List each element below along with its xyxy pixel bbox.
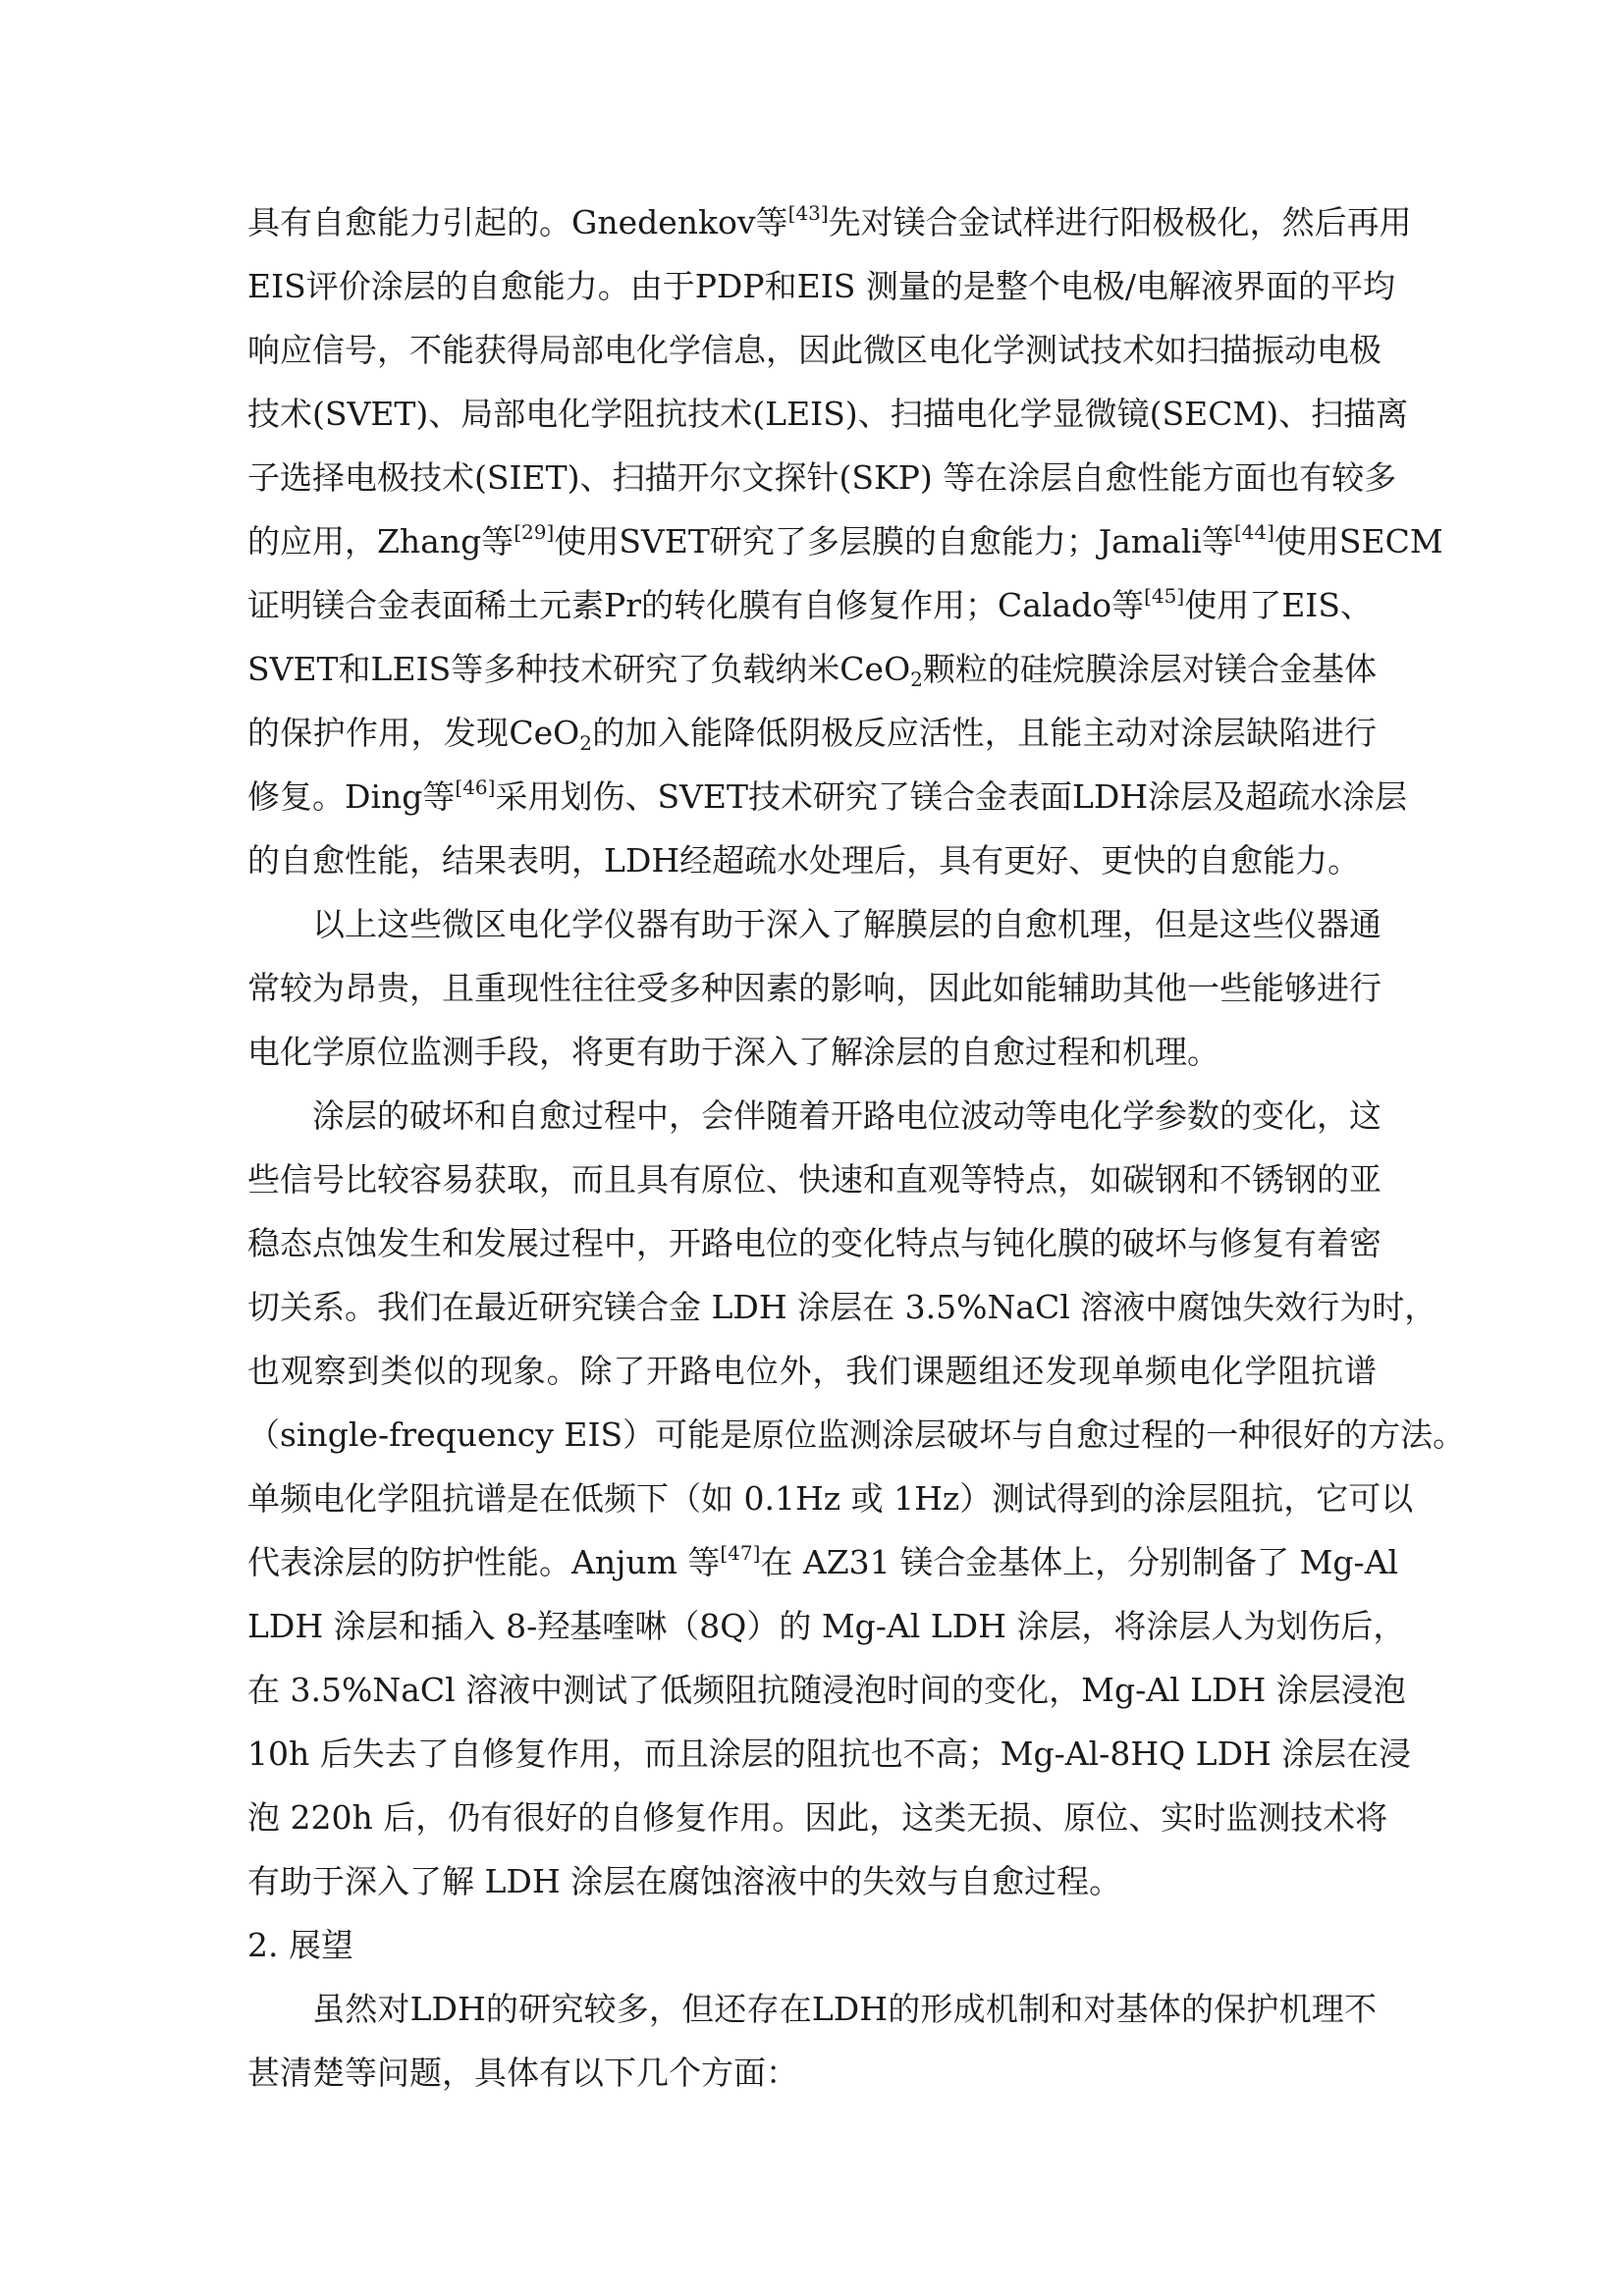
- paragraph-line: [247, 648, 1377, 691]
- paragraph-line: [247, 967, 1381, 1010]
- text-run: 以上这些微区电化学仪器有助于深入了解膜层的自愈机理，但是这些仪器通: [312, 905, 1381, 943]
- citation-ref: [44]: [1233, 520, 1274, 544]
- text-run: 的保护作用，发现CeO: [247, 714, 580, 752]
- paragraph-line: [247, 1477, 1414, 1521]
- paragraph-line: [247, 1286, 1437, 1329]
- text-run: 使用SECM: [1273, 522, 1443, 561]
- text-run: 证明镁合金表面稀土元素Pr的转化膜有自修复作用；Calado等: [247, 586, 1145, 624]
- text-run: 使用了EIS、: [1184, 586, 1373, 624]
- text-run: 有助于深入了解 LDH 涂层在腐蚀溶液中的失效与自愈过程。: [247, 1862, 1122, 1900]
- paragraph-line: [247, 1605, 1406, 1648]
- text-run: 在 3.5%NaCl 溶液中测试了低频阻抗随浸泡时间的变化，Mg-Al LDH 涂层浸泡: [247, 1671, 1406, 1709]
- subscript: 2: [910, 667, 923, 691]
- paragraph-line: [247, 265, 1395, 308]
- text-run: 稳态点蚀发生和发展过程中，开路电位的变化特点与钝化膜的破坏与修复有着密: [247, 1224, 1381, 1262]
- section-heading: [247, 1924, 1377, 1967]
- paragraph-line: [247, 1031, 1377, 1074]
- text-run: 具有自愈能力引起的。Gnedenkov等: [247, 203, 788, 241]
- citation-ref: [29]: [514, 520, 555, 544]
- citation-ref: [43]: [787, 201, 829, 225]
- text-run: 单频电化学阻抗谱是在低频下（如 0.1Hz 或 1Hz）测试得到的涂层阻抗，它可以: [247, 1479, 1414, 1518]
- text-run: 虽然对LDH的研究较多，但还存在LDH的形成机制和对基体的保护机理不: [312, 1990, 1377, 2028]
- text-run: EIS评价涂层的自愈能力。由于PDP和EIS 测量的是整个电极/电解液界面的平均: [247, 267, 1395, 305]
- paragraph-line: [247, 329, 1381, 372]
- paragraph-line: [247, 1158, 1381, 1201]
- paragraph-line: [247, 456, 1397, 500]
- subscript: 2: [579, 731, 592, 755]
- text-run: 采用划伤、SVET技术研究了镁合金表面LDH涂层及超疏水涂层: [495, 777, 1408, 816]
- text-run: （single-frequency EIS）可能是原位监测涂层破坏与自愈过程的一种很好的方法。: [247, 1415, 1466, 1454]
- text-run: 修复。Ding等: [247, 777, 456, 816]
- text-run: 使用SVET研究了多层膜的自愈能力；Jamali等: [554, 522, 1234, 561]
- paragraph-line: [247, 1860, 1377, 1903]
- paragraph-line: [247, 839, 1377, 882]
- paragraph-line: [247, 2052, 1377, 2095]
- text-run: 泡 220h 后，仍有很好的自修复作用。因此，这类无损、原位、实时监测技术将: [247, 1798, 1388, 1837]
- text-run: 切关系。我们在最近研究镁合金 LDH 涂层在 3.5%NaCl 溶液中腐蚀失效行为时，: [247, 1288, 1437, 1326]
- text-run: 的自愈性能，结果表明，LDH经超疏水处理后，具有更好、更快的自愈能力。: [247, 841, 1361, 880]
- text-run: SVET和LEIS等多种技术研究了负载纳米CeO: [247, 650, 911, 688]
- paragraph-line: [312, 903, 1381, 946]
- text-run: 响应信号，不能获得局部电化学信息，因此微区电化学测试技术如扫描振动电极: [247, 331, 1381, 369]
- paragraph-line: [312, 1095, 1381, 1138]
- paragraph-line: [247, 1796, 1388, 1840]
- text-run: 在 AZ31 镁合金基体上，分别制备了 Mg-Al: [760, 1543, 1399, 1581]
- paragraph-line: [247, 712, 1377, 755]
- paragraph-line: [247, 1414, 1466, 1457]
- text-run: 的应用，Zhang等: [247, 522, 514, 561]
- paragraph-line: [247, 201, 1412, 244]
- paragraph-line: [312, 1988, 1377, 2031]
- citation-ref: [45]: [1144, 584, 1185, 608]
- paragraph-line: [247, 1222, 1381, 1265]
- paragraph-line: [247, 775, 1408, 819]
- text-run: 颗粒的硅烷膜涂层对镁合金基体: [922, 650, 1377, 688]
- text-run: 子选择电极技术(SIET)、扫描开尔文探针(SKP) 等在涂层自愈性能方面也有较多: [247, 458, 1397, 497]
- paragraph-line: [247, 520, 1443, 563]
- text-run: 先对镁合金试样进行阳极极化，然后再用: [828, 203, 1412, 241]
- paragraph-line: [247, 1669, 1406, 1712]
- paragraph-line: [247, 1350, 1377, 1393]
- citation-ref: [46]: [455, 775, 496, 799]
- citation-ref: [47]: [720, 1541, 761, 1565]
- paragraph-line: [247, 584, 1377, 627]
- text-run: 2. 展望: [247, 1926, 353, 1964]
- paragraph-line: [247, 1541, 1399, 1584]
- text-run: 电化学原位监测手段，将更有助于深入了解涂层的自愈过程和机理。: [247, 1033, 1219, 1071]
- text-run: 涂层的破坏和自愈过程中，会伴随着开路电位波动等电化学参数的变化，这: [312, 1096, 1381, 1135]
- text-run: 常较为昂贵，且重现性往往受多种因素的影响，因此如能辅助其他一些能够进行: [247, 969, 1381, 1007]
- text-run: LDH 涂层和插入 8-羟基喹啉（8Q）的 Mg-Al LDH 涂层，将涂层人为划伤后，: [247, 1607, 1406, 1645]
- text-run: 甚清楚等问题，具体有以下几个方面：: [247, 2054, 798, 2092]
- paragraph-line: [247, 393, 1409, 436]
- text-run: 的加入能降低阴极反应活性，且能主动对涂层缺陷进行: [591, 714, 1378, 752]
- text-run: 代表涂层的防护性能。Anjum 等: [247, 1543, 721, 1581]
- text-run: 也观察到类似的现象。除了开路电位外，我们课题组还发现单频电化学阻抗谱: [247, 1352, 1377, 1390]
- text-run: 些信号比较容易获取，而且具有原位、快速和直观等特点，如碳钢和不锈钢的亚: [247, 1160, 1381, 1199]
- text-run: 10h 后失去了自修复作用，而且涂层的阻抗也不高；Mg-Al-8HQ LDH 涂层在浸: [247, 1735, 1412, 1773]
- paragraph-line: [247, 1733, 1412, 1776]
- text-run: 技术(SVET)、局部电化学阻抗技术(LEIS)、扫描电化学显微镜(SECM)、扫描离: [247, 395, 1409, 433]
